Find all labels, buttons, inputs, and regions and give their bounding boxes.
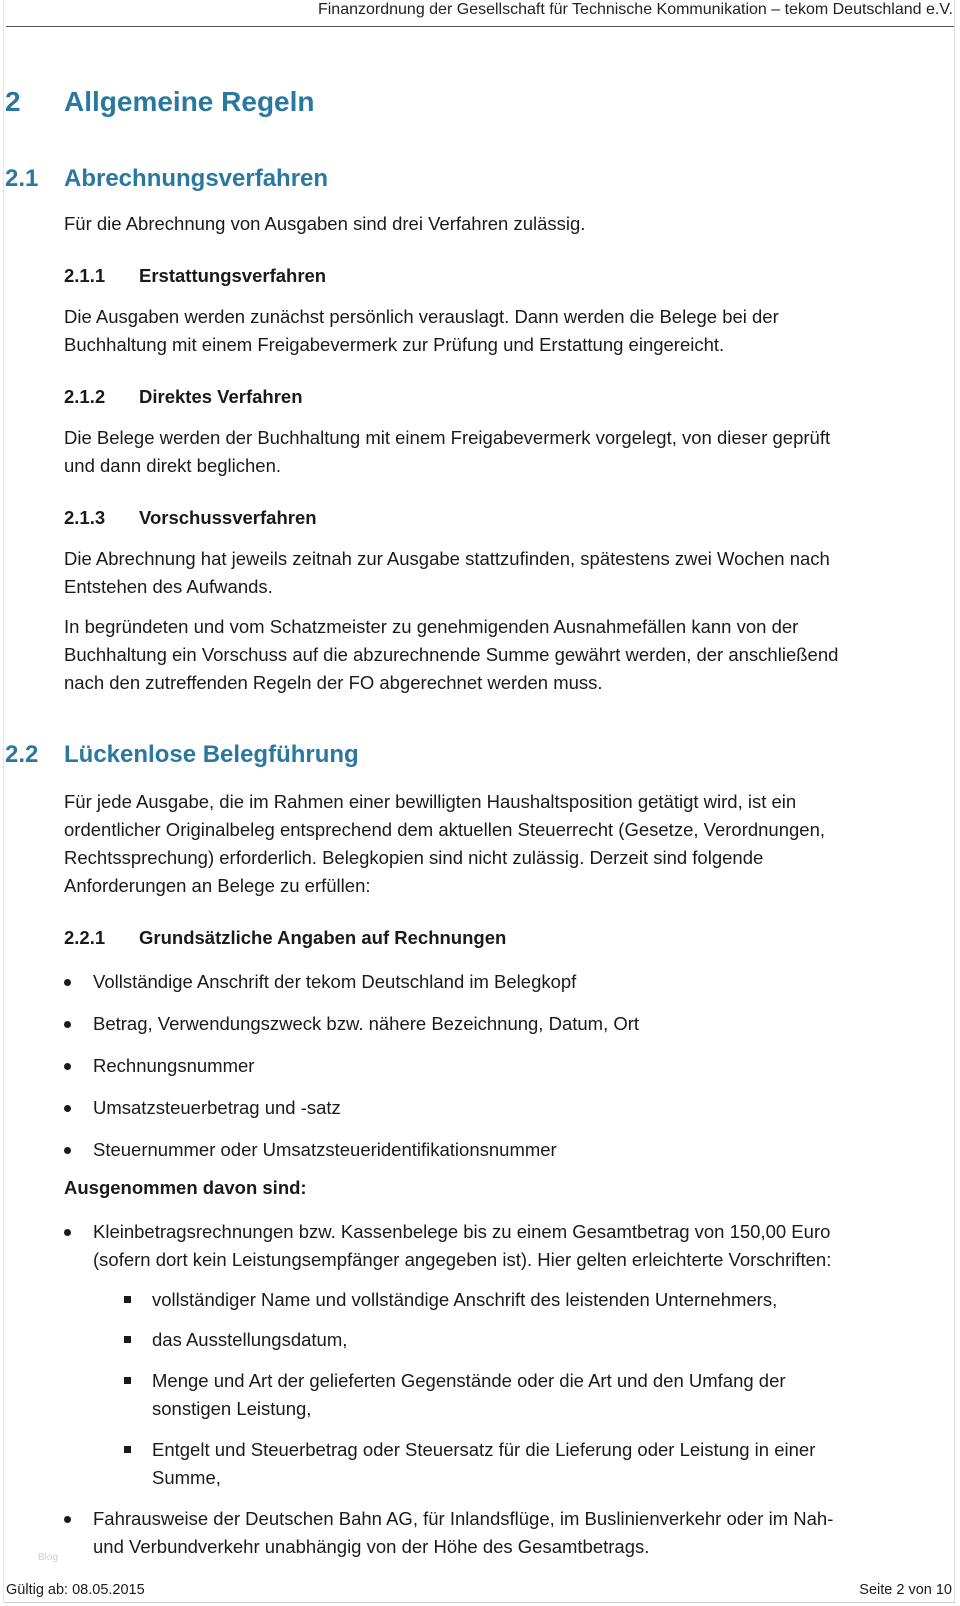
square-bullet-icon bbox=[124, 1446, 131, 1453]
subsection-heading-2-1-3 bbox=[64, 507, 317, 529]
subsection-title: Direktes Verfahren bbox=[139, 386, 303, 407]
list-item-text bbox=[93, 1505, 943, 1561]
list-item-text: Steuernummer oder Umsatzsteueridentifikationsnummer bbox=[93, 1139, 557, 1160]
subsection-number: 2.1.3 bbox=[64, 507, 106, 528]
list-item-text bbox=[93, 1218, 943, 1274]
square-bullet-icon bbox=[124, 1377, 131, 1384]
sub-list-item-text: das Ausstellungsdatum, bbox=[152, 1329, 348, 1350]
section-title: Abrechnungsverfahren bbox=[64, 165, 329, 192]
sub-list-item-line: sonstigen Leistung, bbox=[152, 1398, 312, 1419]
paragraph-line: Die Abrechnung hat jeweils zeitnah zur Ausgabe stattzufinden, spätestens zwei Wochen nach bbox=[64, 548, 830, 569]
list-item-text: Rechnungsnummer bbox=[93, 1055, 255, 1076]
section-title: Lückenlose Belegführung bbox=[64, 741, 359, 768]
section-intro: Für die Abrechnung von Ausgaben sind drei Verfahren zulässig. bbox=[64, 213, 586, 234]
paragraph-line: Anforderungen an Belege zu erfüllen: bbox=[64, 875, 371, 896]
paragraph-line: Die Ausgaben werden zunächst persönlich verauslagt. Dann werden die Belege bei der bbox=[64, 306, 779, 327]
square-bullet-icon bbox=[124, 1336, 131, 1343]
subsection-heading-2-2-1 bbox=[64, 927, 506, 949]
subsection-heading-2-1-2 bbox=[64, 386, 303, 408]
list-item-text: Umsatzsteuerbetrag und -satz bbox=[93, 1097, 341, 1118]
sub-list-item-text: vollständiger Name und vollständige Anschrift des leistenden Unternehmers, bbox=[152, 1289, 778, 1310]
paragraph-line: und dann direkt beglichen. bbox=[64, 455, 282, 476]
subsection-number: 2.1.2 bbox=[64, 386, 106, 407]
bullet-icon bbox=[64, 1229, 71, 1236]
chapter-heading bbox=[5, 86, 315, 118]
paragraph-line: Buchhaltung ein Vorschuss auf die abzurechnende Summe gewährt werden, der anschließend bbox=[64, 644, 839, 665]
bullet-icon bbox=[64, 1063, 71, 1070]
list-item-line: Fahrausweise der Deutschen Bahn AG, für Inlandsflüge, im Buslinienverkehr oder im Nah- bbox=[93, 1508, 834, 1529]
list-item-text: Vollständige Anschrift der tekom Deutschland im Belegkopf bbox=[93, 971, 577, 992]
running-header: Finanzordnung der Gesellschaft für Technische Kommunikation – tekom Deutschland e.V. bbox=[317, 1, 953, 18]
subsection-title: Vorschussverfahren bbox=[139, 507, 317, 528]
list-item-line: und Verbundverkehr unabhängig von der Höhe des Gesamtbetrags. bbox=[93, 1536, 650, 1557]
sub-list-item-line: Entgelt und Steuerbetrag oder Steuersatz für die Lieferung oder Leistung in einer bbox=[152, 1439, 816, 1460]
subsection-title: Erstattungsverfahren bbox=[139, 265, 327, 286]
sub-list-item-text bbox=[152, 1367, 942, 1423]
footer-valid-date: Gültig ab: 08.05.2015 bbox=[6, 1582, 145, 1598]
bullet-icon bbox=[64, 979, 71, 986]
bullet-icon bbox=[64, 1147, 71, 1154]
list-item-line: Kleinbetragsrechnungen bzw. Kassenbelege bis zu einem Gesamtbetrag von 150,00 Euro bbox=[93, 1221, 831, 1242]
footer-page-number: Seite 2 von 10 bbox=[859, 1582, 952, 1598]
chapter-title: Allgemeine Regeln bbox=[64, 86, 315, 117]
sub-list-item-line: Menge und Art der gelieferten Gegenstände oder die Art und den Umfang der bbox=[152, 1370, 786, 1391]
section-number: 2.1 bbox=[5, 165, 39, 192]
paragraph-line: In begründeten und vom Schatzmeister zu genehmigenden Ausnahmefällen kann von der bbox=[64, 616, 799, 637]
paragraph-line: Buchhaltung mit einem Freigabevermerk zur Prüfung und Erstattung eingereicht. bbox=[64, 334, 725, 355]
paragraph-line: nach den zutreffenden Regeln der FO abgerechnet werden muss. bbox=[64, 672, 603, 693]
paragraph-line: Rechtssprechung) erforderlich. Belegkopien sind nicht zulässig. Derzeit sind folgende bbox=[64, 847, 764, 868]
bullet-icon bbox=[64, 1516, 71, 1523]
subsection-heading-2-1-1 bbox=[64, 265, 326, 287]
sub-list-item-line: Summe, bbox=[152, 1467, 221, 1488]
exceptions-label: Ausgenommen davon sind: bbox=[64, 1177, 307, 1198]
paragraph-line: Die Belege werden der Buchhaltung mit einem Freigabevermerk vorgelegt, von dieser geprüft bbox=[64, 427, 831, 448]
chapter-number: 2 bbox=[5, 86, 21, 117]
paragraph-line: Entstehen des Aufwands. bbox=[64, 576, 273, 597]
section-heading-2-2 bbox=[5, 741, 359, 769]
paragraph-line: ordentlicher Originalbeleg entsprechend dem aktuellen Steuerrecht (Gesetze, Verordnungen, bbox=[64, 819, 826, 840]
section-heading-2-1 bbox=[5, 165, 328, 193]
list-item-text: Betrag, Verwendungszweck bzw. nähere Bezeichnung, Datum, Ort bbox=[93, 1013, 640, 1034]
square-bullet-icon bbox=[124, 1296, 131, 1303]
list-item-line: (sofern dort kein Leistungsempfänger angegeben ist). Hier gelten erleichterte Vorschriften: bbox=[93, 1249, 832, 1270]
subsection-title: Grundsätzliche Angaben auf Rechnungen bbox=[139, 927, 507, 948]
subsection-number: 2.2.1 bbox=[64, 927, 106, 948]
sub-list-item-text bbox=[152, 1436, 942, 1492]
watermark: Blog bbox=[38, 1552, 59, 1563]
section-number: 2.2 bbox=[5, 741, 39, 768]
header-rule bbox=[6, 26, 954, 27]
paragraph-line: Für jede Ausgabe, die im Rahmen einer bewilligten Haushaltsposition getätigt wird, ist ein bbox=[64, 791, 797, 812]
bullet-icon bbox=[64, 1021, 71, 1028]
bullet-icon bbox=[64, 1105, 71, 1112]
subsection-number: 2.1.1 bbox=[64, 265, 106, 286]
